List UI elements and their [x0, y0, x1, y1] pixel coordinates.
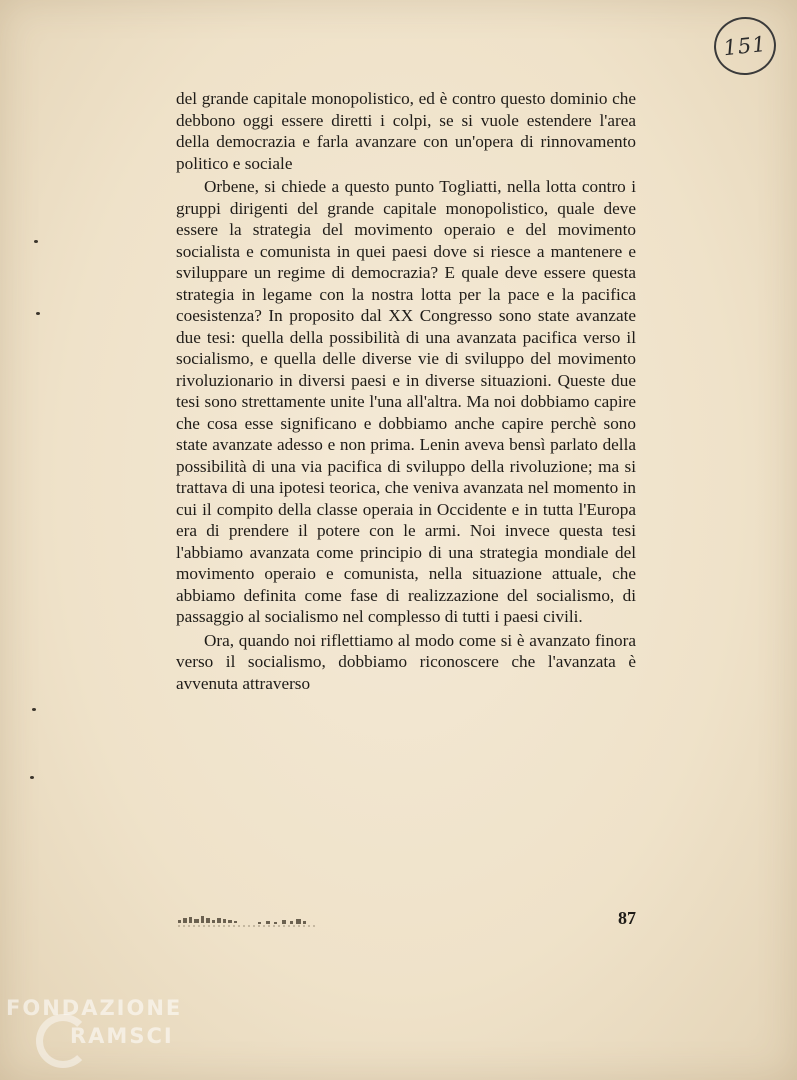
paragraph-3: Ora, quando noi riflettiamo al modo come si è avanzato finora verso il socialismo, dobbiamo riconoscere che l'avanzata è avvenuta attraverso [176, 630, 636, 693]
margin-speck [30, 776, 34, 779]
body-text [176, 88, 636, 694]
margin-speck [36, 312, 40, 315]
watermark-line-1: FONDAZIONE [6, 996, 183, 1020]
paragraph-2: Orbene, si chiede a questo punto Togliatti, nella lotta contro i gruppi dirigenti del grande capitale monopolistico, quale deve essere la strategia del movimento operaio e del movimento socialista e comunista in quei paesi dove si riesce a mantenere e sviluppare un regime di democrazia? E quale deve essere questa strategia in legame con la nostra lotta per la pace e la pacifica coesistenza? In proposito dal XX Congresso sono state avanzate due tesi: quella della possibilità di una avanzata pacifica verso il socialismo, e quella delle diverse vie di sviluppo del movimento rivoluzionario in diversi paesi e in diverse situazioni. Queste due tesi sono strettamente unite l'una all'altra. Ma noi dobbiamo capire che cosa esse significano e dobbiamo anche capire perchè sono state avanzate adesso e non prima. Lenin aveva bensì parlato della possibilità di una via pacifica di sviluppo della rivoluzione; ma si trattava di una ipotesi teorica, che veniva avanzata nel momento in cui il compito della classe operaia in Occidente e in tutta l'Europa era di prendere il potere con le armi. Noi invece questa tesi l'abbiamo avanzata come principio di una strategia mondiale del movimento operaio e comunista, nella situazione attuale, che abbiamo definita come fase di realizzazione del socialismo, di passaggio al socialismo nel complesso di tutti i paesi civili. [176, 177, 636, 626]
margin-speck [32, 708, 36, 711]
margin-speck [34, 240, 38, 243]
fondazione-gramsci-watermark [6, 992, 206, 1072]
printer-mark [176, 912, 326, 930]
archive-stamp [711, 14, 779, 78]
watermark-line-2: RAMSCI [70, 1024, 174, 1048]
paragraph-1: del grande capitale monopolistico, ed è contro questo dominio che debbono oggi essere diretti i colpi, se si vuole estendere l'area della democrazia e farla avanzare con un'opera di rinnovamento politico e sociale [176, 89, 636, 173]
archive-stamp-number: 151 [722, 31, 768, 61]
page-number: 87 [618, 908, 636, 928]
